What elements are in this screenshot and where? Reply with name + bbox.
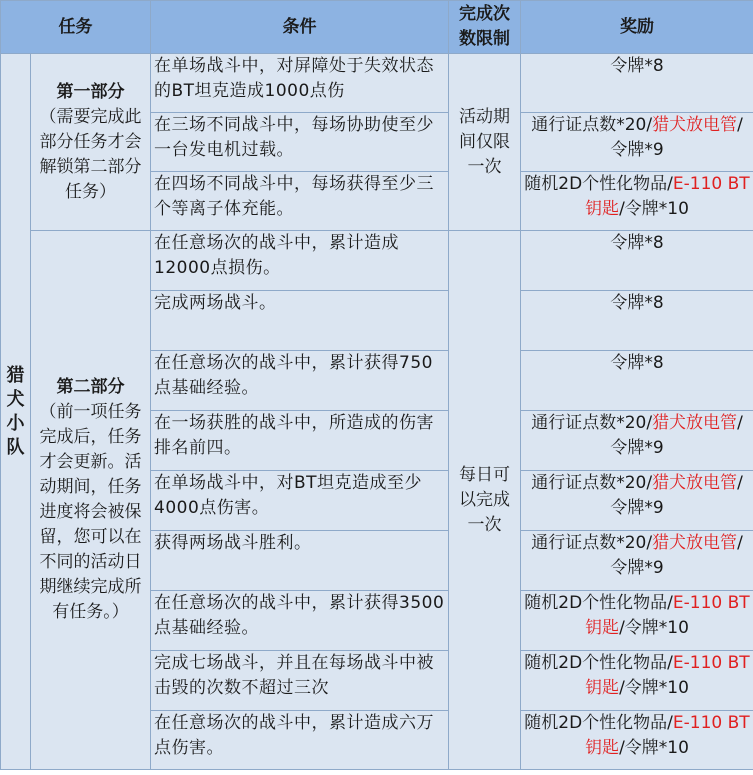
condition-cell: 在任意场次的战斗中，累计造成六万点伤害。 [151,711,449,770]
condition-cell: 在一场获胜的战斗中，所造成的伤害排名前四。 [151,411,449,471]
condition-cell: 在四场不同战斗中，每场获得至少三个等离子体充能。 [151,172,449,231]
reward-cell: 随机2D个性化物品/E-110 BT钥匙/令牌*10 [521,651,753,711]
header-row [1,1,753,54]
reward-cell: 通行证点数*20/猎犬放电管/令牌*9 [521,411,753,471]
condition-cell: 在任意场次的战斗中，累计获得3500点基础经验。 [151,591,449,651]
part2-title: 第二部分 [56,377,125,397]
condition-cell: 完成七场战斗，并且在每场战斗中被击毁的次数不超过三次 [151,651,449,711]
reward-cell: 通行证点数*20/猎犬放电管/令牌*9 [521,471,753,531]
condition-cell: 在三场不同战斗中，每场协助使至少一台发电机过载。 [151,113,449,172]
reward-cell: 令牌*8 [521,291,753,351]
reward-cell: 通行证点数*20/猎犬放电管/令牌*9 [521,531,753,591]
condition-cell: 在单场战斗中，对屏障处于失效状态的BT坦克造成1000点伤 [151,54,449,113]
reward-cell: 令牌*8 [521,351,753,411]
part1-limit: 活动期间仅限一次 [449,54,521,231]
reward-cell: 随机2D个性化物品/E-110 BT钥匙/令牌*10 [521,172,753,231]
part2-note: （前一项任务完成后，任务才会更新。活动期间，任务进度将会被保留，您可以在不同的活动日期继续完成所有任务。） [39,402,142,622]
team-name-char: 猎 [6,364,25,386]
part1-cell [31,54,151,231]
condition-cell: 完成两场战斗。 [151,291,449,351]
table-row [1,54,753,113]
team-name-char: 犬 [6,388,25,410]
condition-cell: 在任意场次的战斗中，累计造成12000点损伤。 [151,231,449,291]
table-row [1,231,753,291]
header-limit: 完成次数限制 [449,1,521,54]
reward-cell: 令牌*8 [521,231,753,291]
header-task: 任务 [1,1,151,54]
team-name-char: 队 [6,436,25,458]
condition-cell: 在任意场次的战斗中，累计获得750点基础经验。 [151,351,449,411]
team-name-char: 小 [6,412,25,434]
reward-cell: 随机2D个性化物品/E-110 BT钥匙/令牌*10 [521,591,753,651]
reward-cell: 令牌*8 [521,54,753,113]
part1-note: （需要完成此部分任务才会解锁第二部分任务） [39,106,142,202]
part2-limit: 每日可以完成一次 [449,231,521,770]
part2-cell [31,231,151,770]
header-condition: 条件 [151,1,449,54]
part1-title: 第一部分 [56,81,125,102]
condition-cell: 获得两场战斗胜利。 [151,531,449,591]
condition-cell: 在单场战斗中，对BT坦克造成至少4000点伤害。 [151,471,449,531]
reward-cell: 随机2D个性化物品/E-110 BT钥匙/令牌*10 [521,711,753,770]
header-reward: 奖励 [521,1,753,54]
reward-cell: 通行证点数*20/猎犬放电管/令牌*9 [521,113,753,172]
team-name-cell [1,54,31,770]
